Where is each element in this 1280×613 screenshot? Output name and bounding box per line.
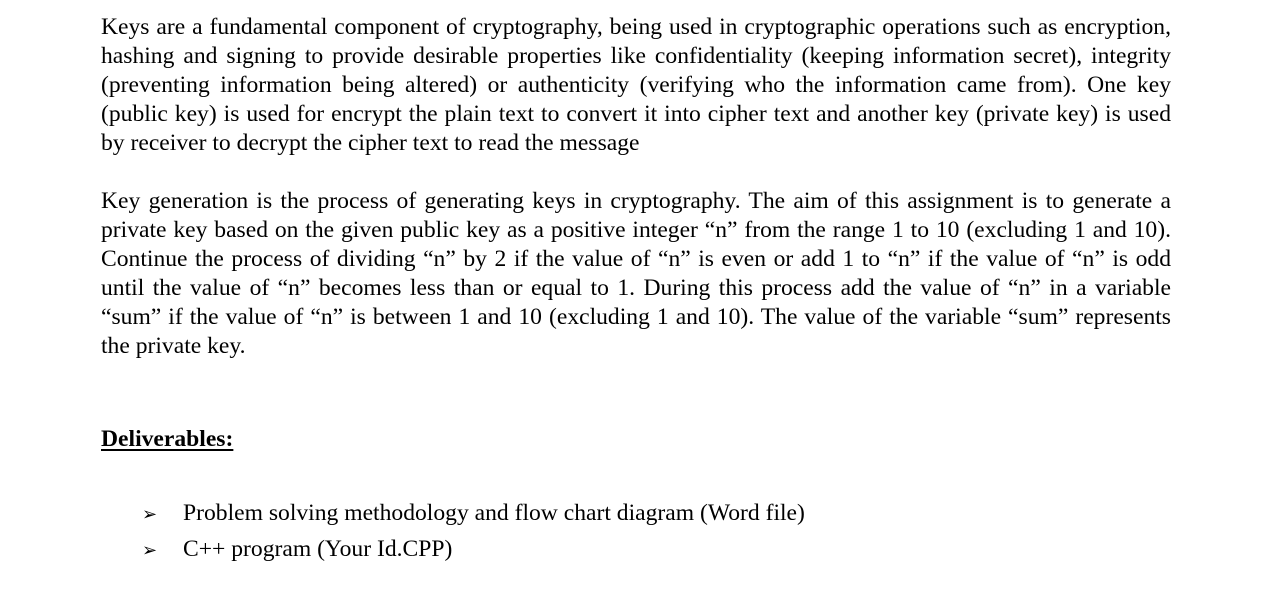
list-item: [101, 532, 1171, 568]
deliverable-text: Problem solving methodology and flow chart diagram (Word file): [183, 500, 805, 526]
paragraph-keys-intro: Keys are a fundamental component of cryptography, being used in cryptographic operations such as encryption, hashing and signing to provide desirable properties like confidentiality (keeping information secret), integrity (preventing information being altered) or authenticity (verifying who the information came from). One key (public key) is used for encrypt the plain text to convert it into cipher text and another key (private key) is used by receiver to decrypt the cipher text to read the message: [101, 14, 1171, 156]
deliverable-text: C++ program (Your Id.CPP): [183, 536, 453, 562]
paragraph-key-generation: Key generation is the process of generating keys in cryptography. The aim of this assignment is to generate a private key based on the given public key as a positive integer “n” from the range 1 to 10 (excluding 1 and 10). Continue the process of dividing “n” by 2 if the value of “n” is even or add 1 to “n” if the value of “n” is odd until the value of “n” becomes less than or equal to 1. During this process add the value of “n” in a variable “sum” if the value of “n” is between 1 and 10 (excluding 1 and 10). The value of the variable “sum” represents the private key.: [101, 188, 1171, 359]
deliverables-list: [101, 496, 1171, 568]
arrow-bullet-icon: ➢: [142, 540, 158, 561]
document-page: [101, 13, 1171, 568]
arrow-bullet-icon: ➢: [142, 504, 158, 525]
list-item: [101, 496, 1171, 532]
deliverables-heading: Deliverables:: [101, 426, 234, 452]
